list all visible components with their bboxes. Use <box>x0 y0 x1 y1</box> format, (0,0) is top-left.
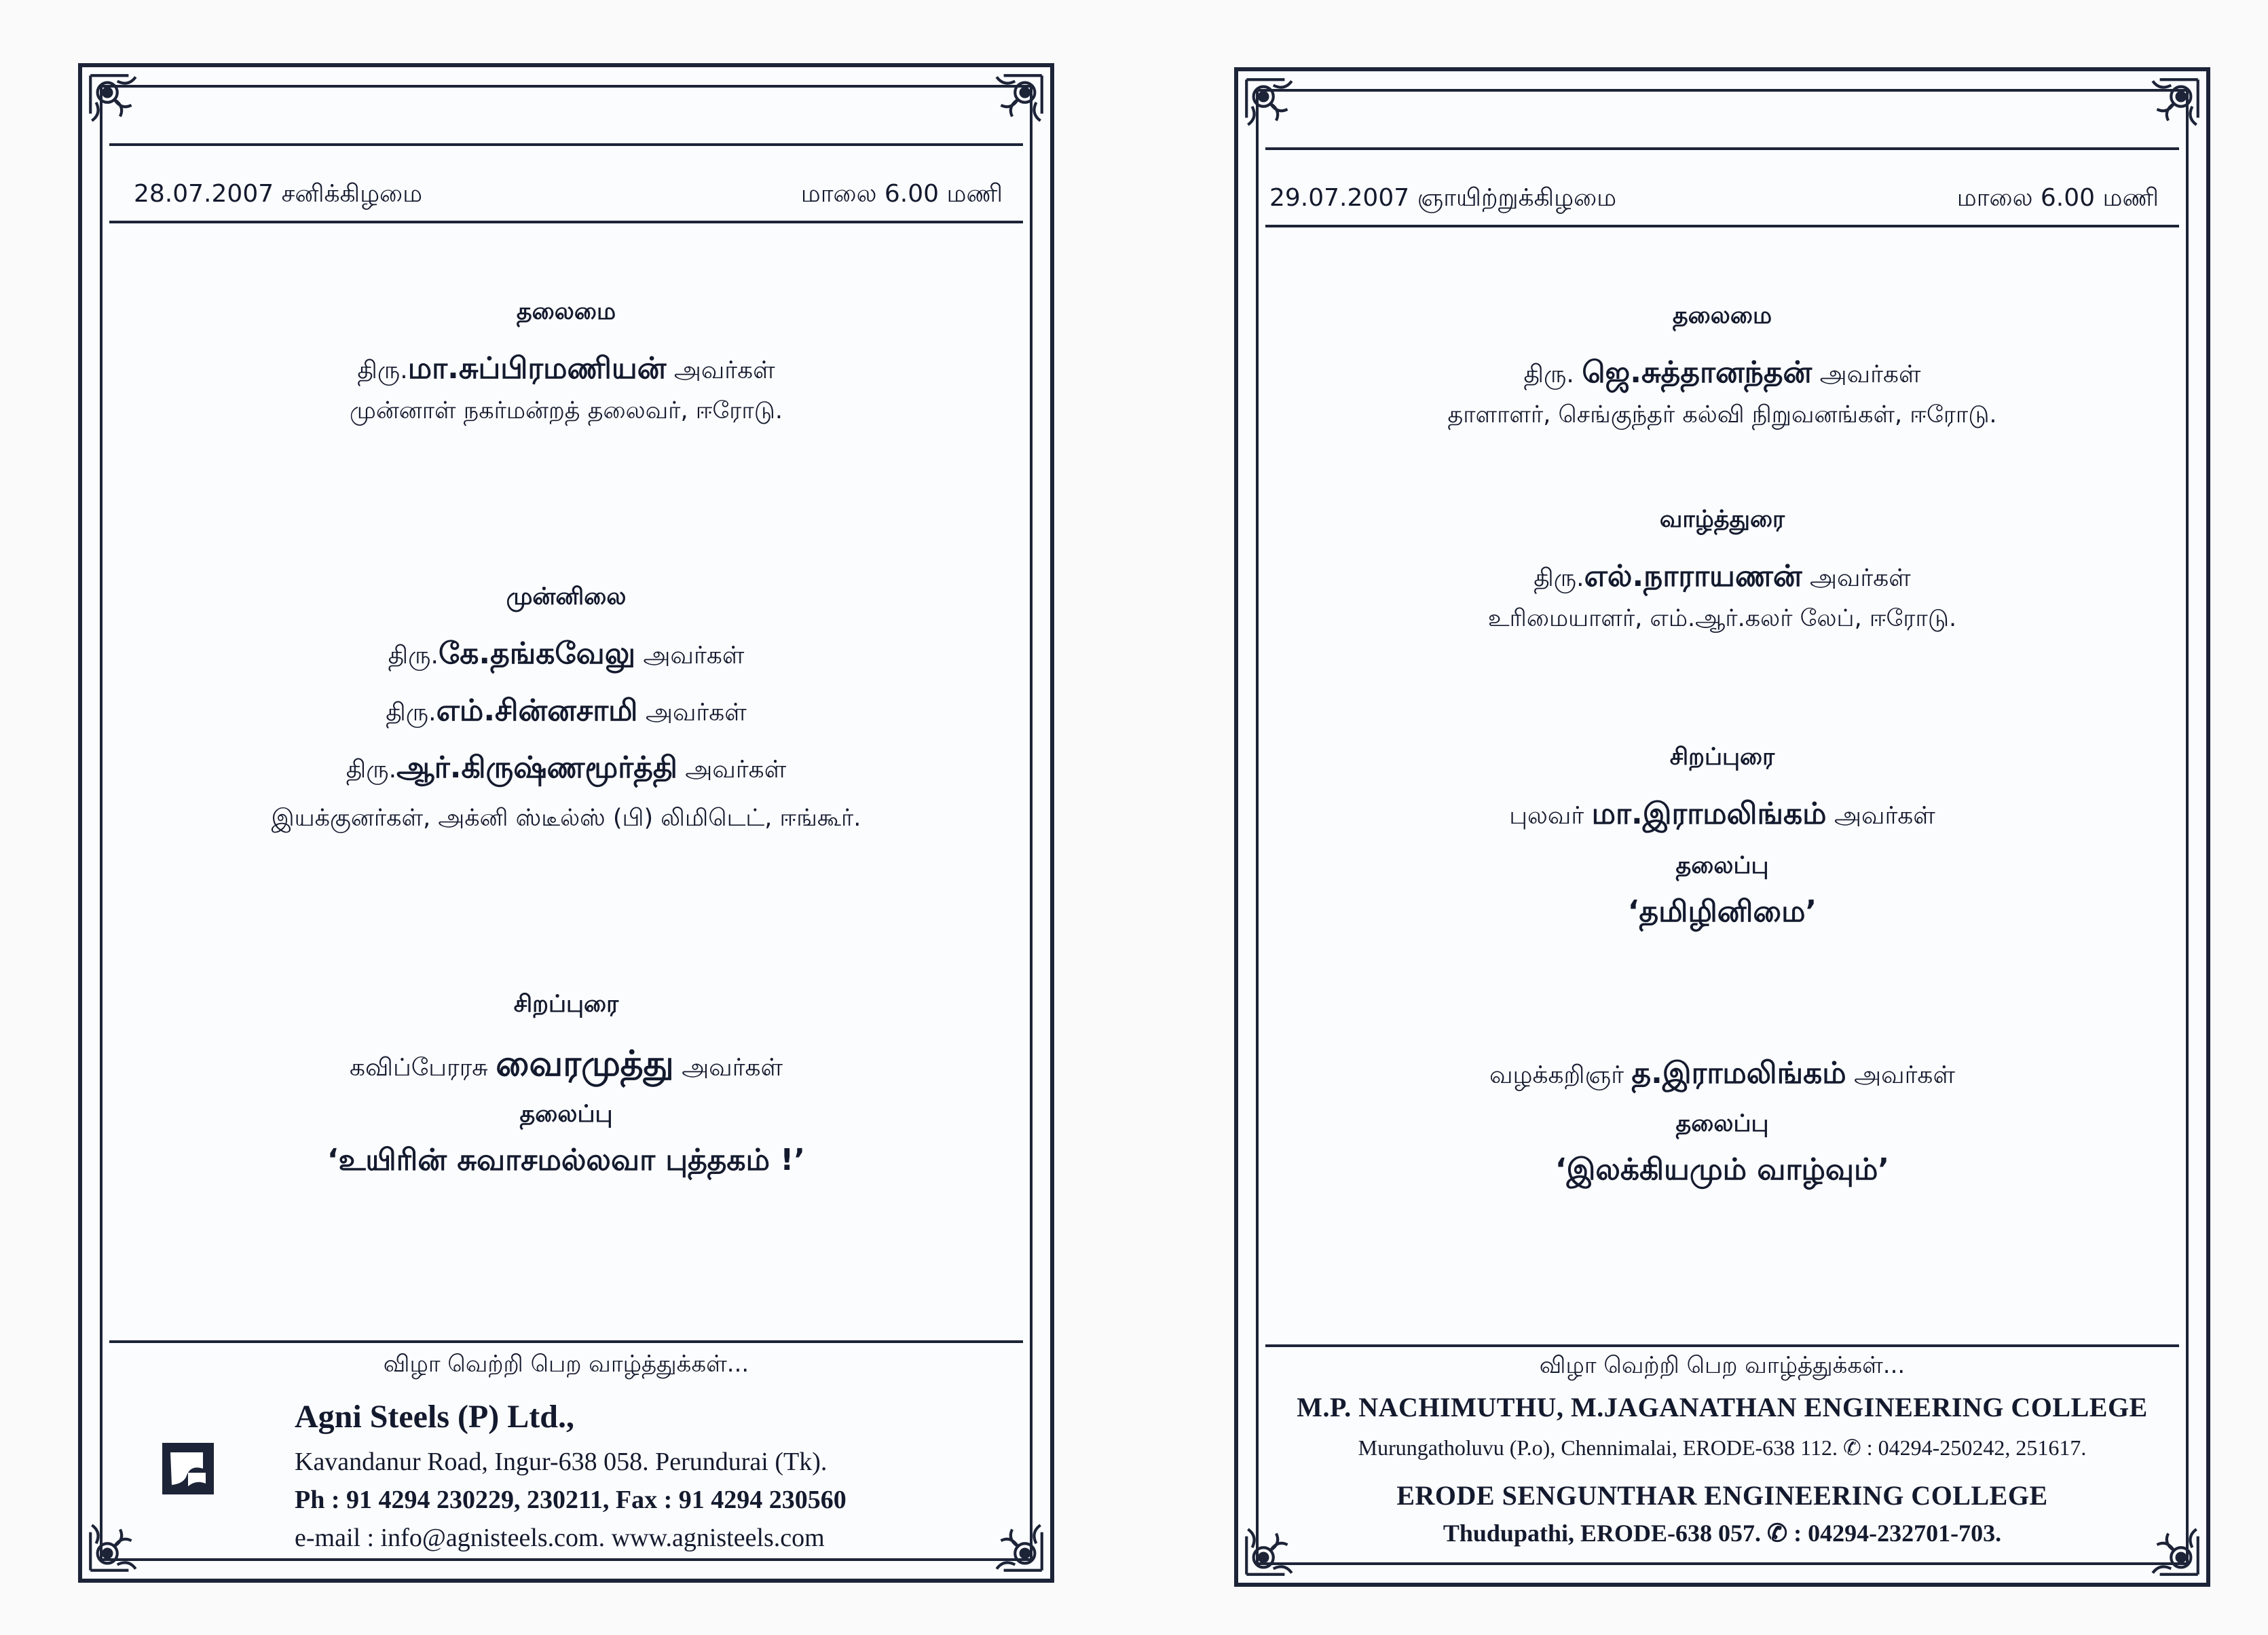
college-name: ERODE SENGUNTHAR ENGINEERING COLLEGE <box>1396 1480 2048 1511</box>
leader-name: எம்.சின்னசாமி <box>436 693 638 728</box>
speaker-name: மா.இராமலிங்கம் <box>1591 796 1827 831</box>
agni-steels-logo-icon <box>161 1412 215 1526</box>
divider <box>1265 225 2179 227</box>
divider <box>109 221 1023 223</box>
corner-ornament-icon <box>2132 1508 2202 1579</box>
honorific: திரு. <box>1533 564 1584 592</box>
leader-line <box>82 750 1050 789</box>
honorific-suffix: அவர்கள் <box>1834 802 1935 830</box>
event-time: மாலை 6.00 மணி <box>800 180 1003 208</box>
event-date: 28.07.2007 சனிக்கிழமை <box>134 180 423 208</box>
speaker-name: த.இராமலிங்கம் <box>1631 1056 1846 1090</box>
divider <box>109 1340 1023 1343</box>
wishes-text: விழா வெற்றி பெற வாழ்த்துக்கள்... <box>383 1351 749 1378</box>
corner-ornament-icon <box>86 71 157 142</box>
company-email: e-mail : info@agnisteels.com. www.agnisteels.com <box>295 1524 825 1552</box>
topic-label: தலைப்பு <box>1675 1110 1769 1137</box>
honorific: திரு. <box>388 642 439 669</box>
corner-ornament-icon <box>1242 75 1313 146</box>
corner-ornament-icon <box>975 71 1046 142</box>
honorific-suffix: அவர்கள் <box>673 356 775 384</box>
presiding-label: தலைமை <box>516 298 616 325</box>
speaker-title: கவிப்பேரரசு <box>349 1054 488 1082</box>
leader-line <box>82 636 1050 675</box>
corner-ornament-icon <box>86 1504 157 1575</box>
presiding-name: ஜெ.சுத்தானந்தன் <box>1582 355 1812 390</box>
special-address-label: சிறப்புரை <box>513 991 619 1018</box>
honorific: திரு. <box>357 356 408 384</box>
company-name: Agni Steels (P) Ltd., <box>295 1399 574 1435</box>
leaders-description: இயக்குனர்கள், அக்னி ஸ்டீல்ஸ் (பி) லிமிடெட், ஈங்கூர். <box>271 805 861 832</box>
presiding-name-line <box>82 351 1050 390</box>
greeter-line <box>1238 559 2206 598</box>
speaker-name: வைரமுத்து <box>496 1044 674 1084</box>
greeting-label: வாழ்த்துரை <box>1659 506 1785 533</box>
college-address: Murungatholuvu (P.o), Chennimalai, ERODE-638 112. ✆ : 04294-250242, 251617. <box>1358 1435 2087 1460</box>
honorific-suffix: அவர்கள் <box>1819 361 1921 388</box>
divider <box>109 143 1023 146</box>
speaker-line <box>1238 796 2206 835</box>
honorific: திரு. <box>346 756 397 784</box>
greeter-name: எல்.நாராயணன் <box>1584 559 1802 593</box>
corner-ornament-icon <box>2132 75 2202 146</box>
divider <box>1265 147 2179 150</box>
speech-topic: ‘தமிழினிமை’ <box>1627 894 1817 929</box>
leading-label: முன்னிலை <box>506 583 627 610</box>
honorific-suffix: அவர்கள் <box>645 699 747 727</box>
greeter-description: உரிமையாளர், எம்.ஆர்.கலர் லேப், ஈரோடு. <box>1487 605 1957 632</box>
presiding-description: தாளாளர், செங்குந்தர் கல்வி நிறுவனங்கள், ஈரோடு. <box>1447 401 1997 428</box>
wishes-text: விழா வெற்றி பெற வாழ்த்துக்கள்... <box>1539 1352 1906 1379</box>
speaker-line <box>82 1044 1050 1089</box>
leader-line <box>82 693 1050 732</box>
invitation-card-left <box>78 63 1054 1583</box>
speaker-line <box>1238 1056 2206 1095</box>
leader-name: ஆர்.கிருஷ்ணமூர்த்தி <box>396 750 677 785</box>
topic-label: தலைப்பு <box>519 1101 613 1128</box>
leader-name: கே.தங்கவேலு <box>438 636 636 671</box>
divider <box>1265 1344 2179 1347</box>
honorific-suffix: அவர்கள் <box>1809 564 1911 592</box>
honorific-suffix: அவர்கள் <box>682 1054 783 1082</box>
event-time: மாலை 6.00 மணி <box>1956 184 2159 212</box>
presiding-name: மா.சுப்பிரமணியன் <box>407 351 667 386</box>
speech-topic: ‘இலக்கியமும் வாழ்வும்’ <box>1555 1152 1890 1187</box>
honorific-suffix: அவர்கள் <box>643 642 745 669</box>
honorific: திரு. <box>386 699 436 727</box>
invitation-card-right <box>1234 67 2210 1587</box>
event-date: 29.07.2007 ஞாயிற்றுக்கிழமை <box>1269 184 1617 212</box>
college-address: Thudupathi, ERODE-638 057. ✆ : 04294-232701-703. <box>1443 1520 2002 1547</box>
company-address: Kavandanur Road, Ingur-638 058. Perundurai (Tk). <box>295 1448 828 1476</box>
company-phone: Ph : 91 4294 230229, 230211, Fax : 91 4294 230560 <box>295 1486 847 1514</box>
presiding-name-line <box>1238 355 2206 394</box>
honorific-suffix: அவர்கள் <box>1854 1061 1955 1089</box>
presiding-label: தலைமை <box>1672 302 1772 329</box>
honorific-suffix: அவர்கள் <box>685 756 787 784</box>
corner-ornament-icon <box>1242 1508 1313 1579</box>
special-address-label: சிறப்புரை <box>1669 743 1775 771</box>
presiding-description: முன்னாள் நகர்மன்றத் தலைவர், ஈரோடு. <box>350 397 783 424</box>
speech-topic: ‘உயிரின் சுவாசமல்லவா புத்தகம் !’ <box>327 1143 806 1177</box>
speaker-title: புலவர் <box>1509 802 1584 830</box>
college-name: M.P. NACHIMUTHU, M.JAGANATHAN ENGINEERING COLLEGE <box>1297 1392 2148 1422</box>
speaker-title: வழக்கறிஞர் <box>1489 1061 1624 1089</box>
topic-label: தலைப்பு <box>1675 852 1769 879</box>
honorific: திரு. <box>1523 361 1574 388</box>
corner-ornament-icon <box>975 1504 1046 1575</box>
